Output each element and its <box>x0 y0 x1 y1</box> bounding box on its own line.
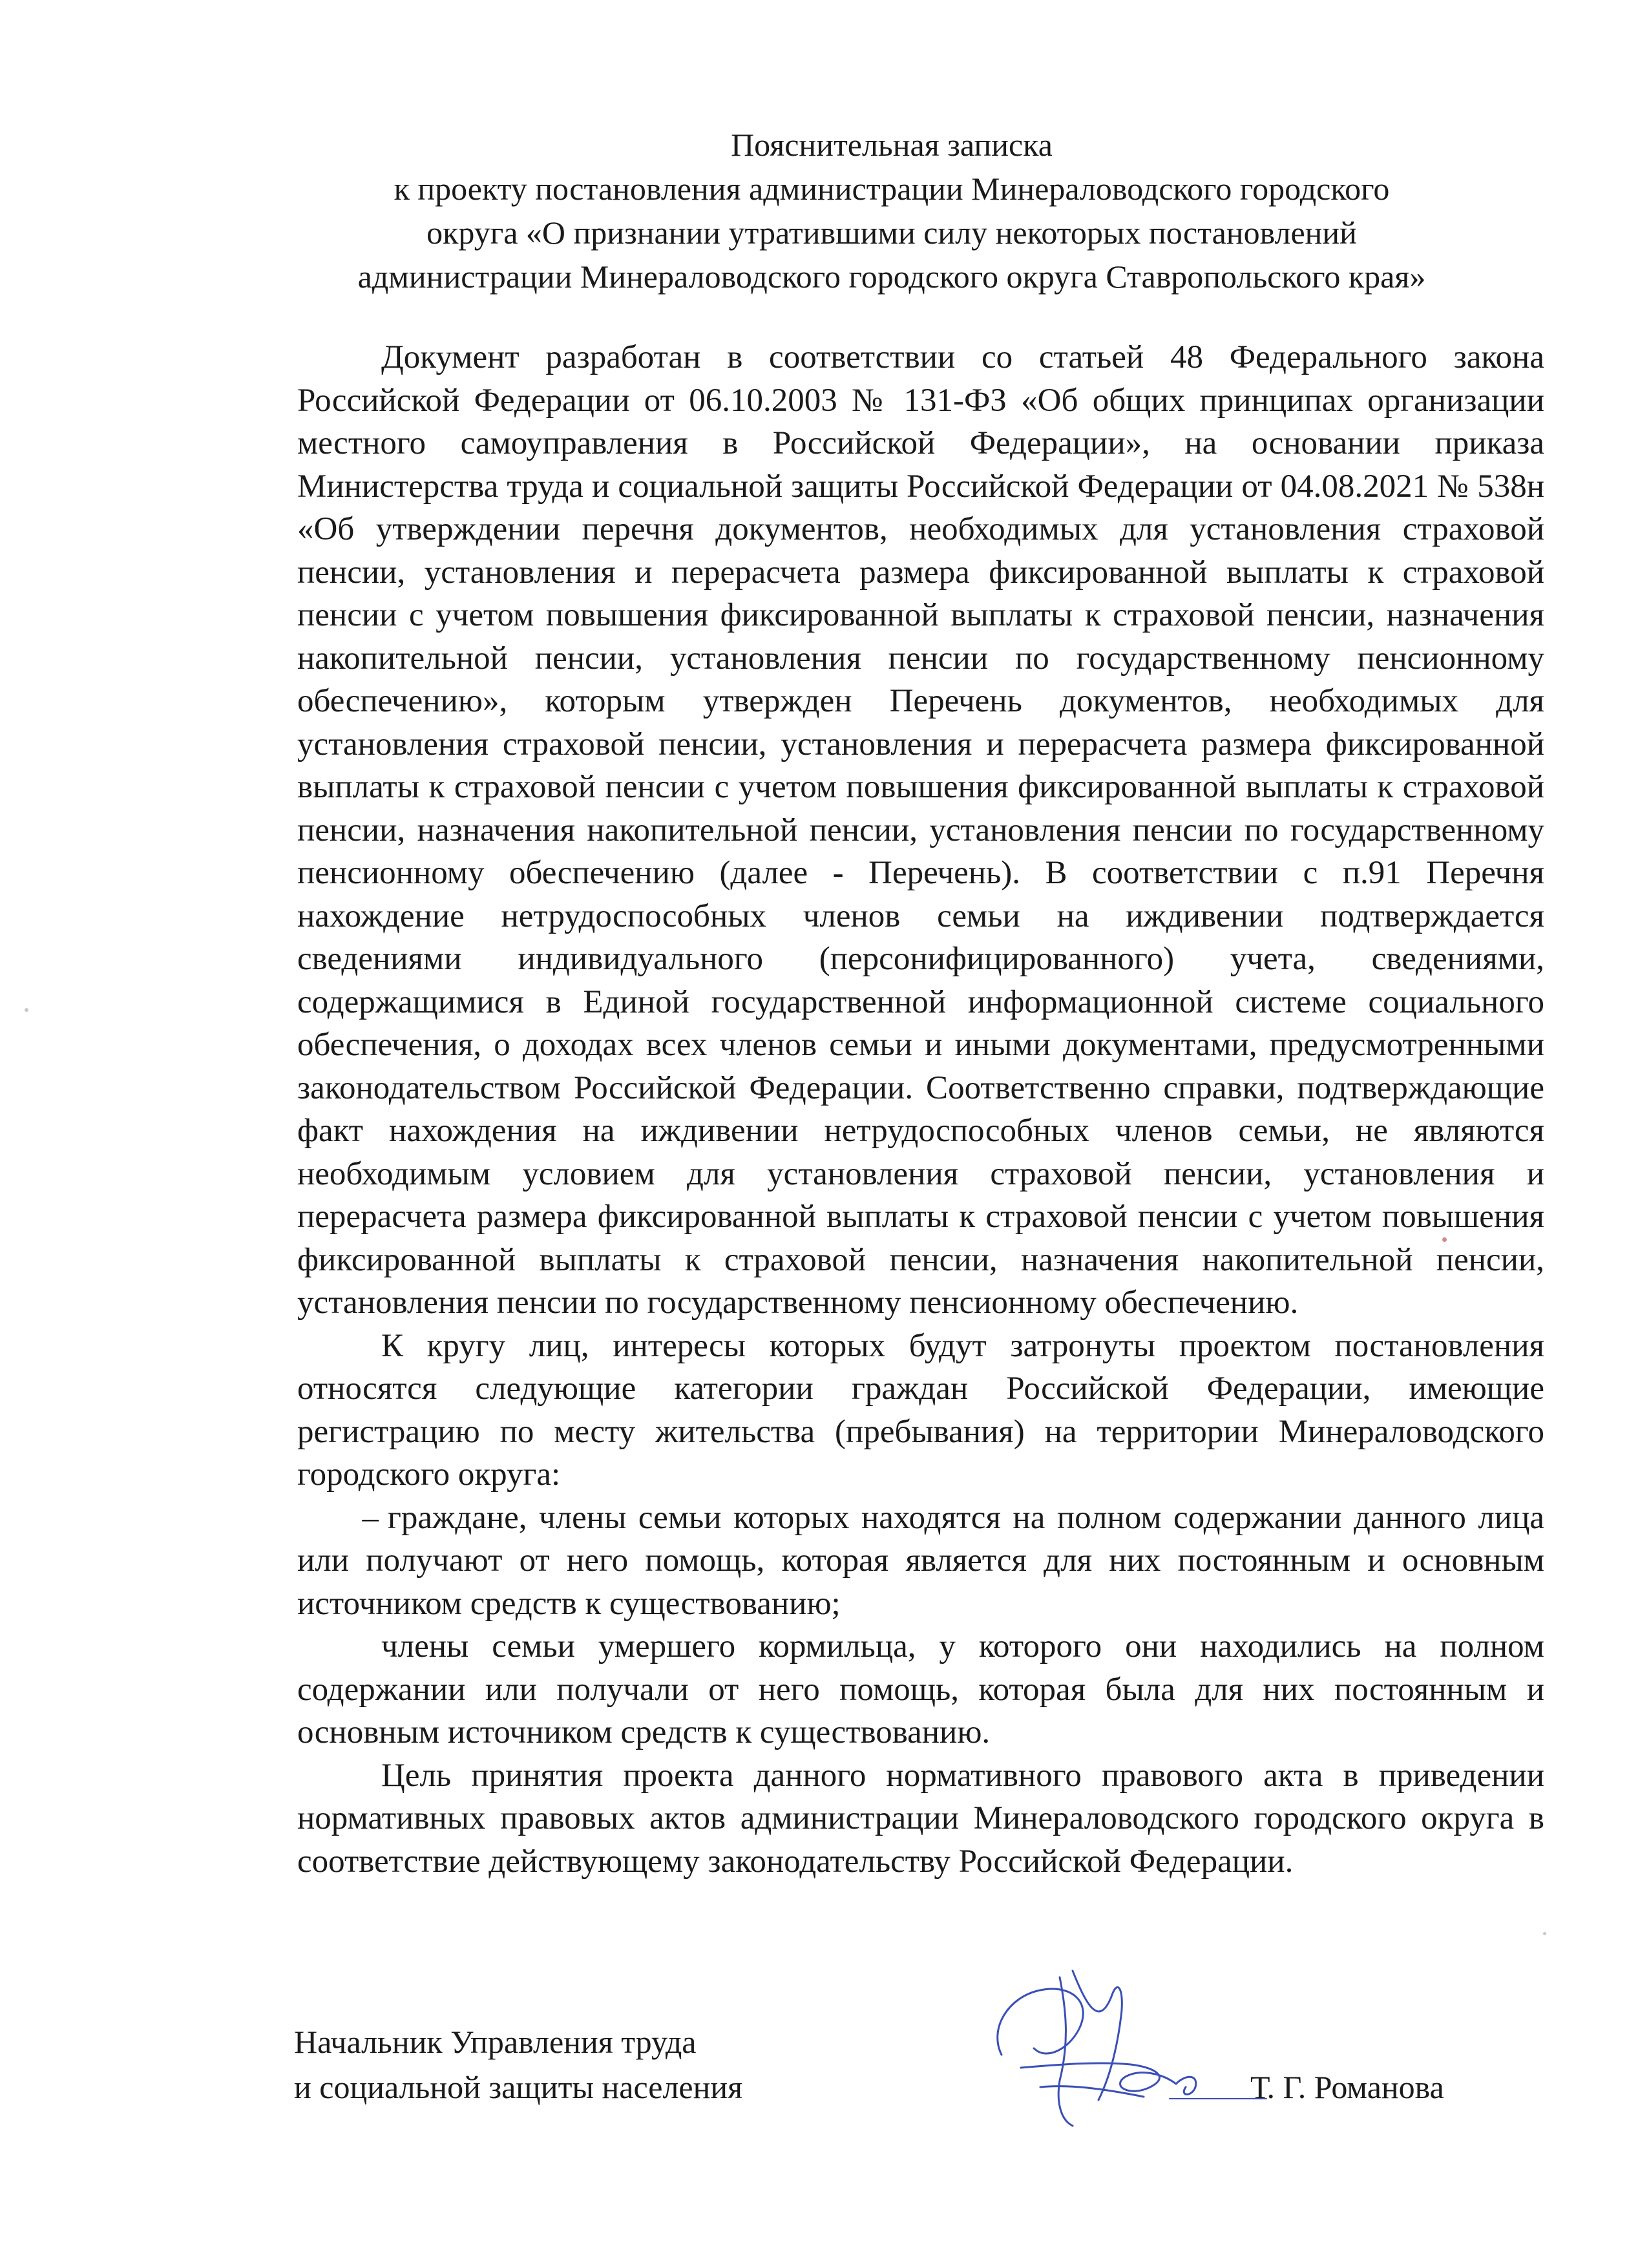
scan-artifact <box>1543 1932 1546 1935</box>
paragraph-purpose: Цель принятия проекта данного нормативного правового акта в приведении нормативных правовых актов администрации Минераловодского городского округа в соответствие действующему законодательству Российской Федерации. <box>297 1757 1544 1880</box>
document-title: Пояснительная записка <box>731 127 1053 163</box>
signer-position <box>294 2019 742 2110</box>
paragraph-legal-basis: Документ разработан в соответствии со статьей 48 Федерального закона Российской Федерации от 06.10.2003 № 131-ФЗ «Об общих принципах организации местного самоуправления в Российской Федерации», на основании приказа Министерства труда и социальной защиты Российской Федерации от 04.08.2021 № 538н «Об утверждении перечня документов, необходимых для установления страховой пенсии, установления и перерасчета размера фиксированной выплаты к страховой пенсии с учетом повышения фиксированной выплаты к страховой пенсии, назначения накопительной пенсии, установления пенсии по государственному пенсионному обеспечению», которым утвержден Перечень документов, необходимых для установления страховой пенсии, установления и перерасчета размера фиксированной выплаты к страховой пенсии с учетом повышения фиксированной выплаты к страховой пенсии, назначения накопительной пенсии, установления пенсии по государственному пенсионному обеспечению (далее - Перечень). В соответствии с п.91 Перечня нахождение нетрудоспособных членов семьи на иждивении подтверждается сведениями индивидуального (персонифицированного) учета, сведениями, содержащимися в Единой государственной информационной системе социального обеспечения, о доходах всех членов семьи и иными документами, предусмотренными законодательством Российской Федерации. Соответственно справки, подтверждающие факт нахождения на иждивении нетрудоспособных членов семьи, не являются необходимым условием для установления страховой пенсии, установления и перерасчета размера фиксированной выплаты к страховой пенсии с учетом повышения фиксированной выплаты к страховой пенсии, назначения накопительной пенсии, установления пенсии по государственному пенсионному обеспечению. <box>297 339 1544 1321</box>
document-subject-line-2: округа «О признании утратившими силу некоторых постановлений <box>426 215 1357 251</box>
list-dash: – <box>362 1499 379 1536</box>
scan-artifact <box>25 1008 28 1012</box>
handwritten-signature <box>963 1951 1299 2145</box>
document-header <box>246 123 1538 299</box>
paragraph-affected-persons: К кругу лиц, интересы которых будут затронуты проектом постановления относятся следующие категории граждан Российской Федерации, имеющие регистрацию по месту жительства (пребывания) на территории Минераловодского городского округа: <box>297 1327 1544 1493</box>
list-item-dependents <box>297 1496 1544 1626</box>
signer-position-line-1: Начальник Управления труда <box>294 2024 697 2060</box>
signer-position-line-2: и социальной защиты населения <box>294 2069 743 2105</box>
signer-name: Т. Г. Романова <box>1250 2069 1444 2105</box>
scan-artifact <box>1442 1237 1447 1242</box>
document-subject-line-1: к проекту постановления администрации Минераловодского городского <box>394 171 1390 207</box>
document-subject-line-3: администрации Минераловодского городского округа Ставропольского края» <box>357 258 1426 295</box>
paragraph-survivors: члены семьи умершего кормильца, у которого они находились на полном содержании или получали от него помощь, которая была для них постоянным и основным источником средств к существованию. <box>297 1628 1544 1750</box>
list-item-dependents-text: граждане, члены семьи которых находятся на полном содержании данного лица или получают от него помощь, которая является для них постоянным и основным источником средств к существованию; <box>297 1499 1544 1622</box>
document-body <box>297 336 1544 1883</box>
